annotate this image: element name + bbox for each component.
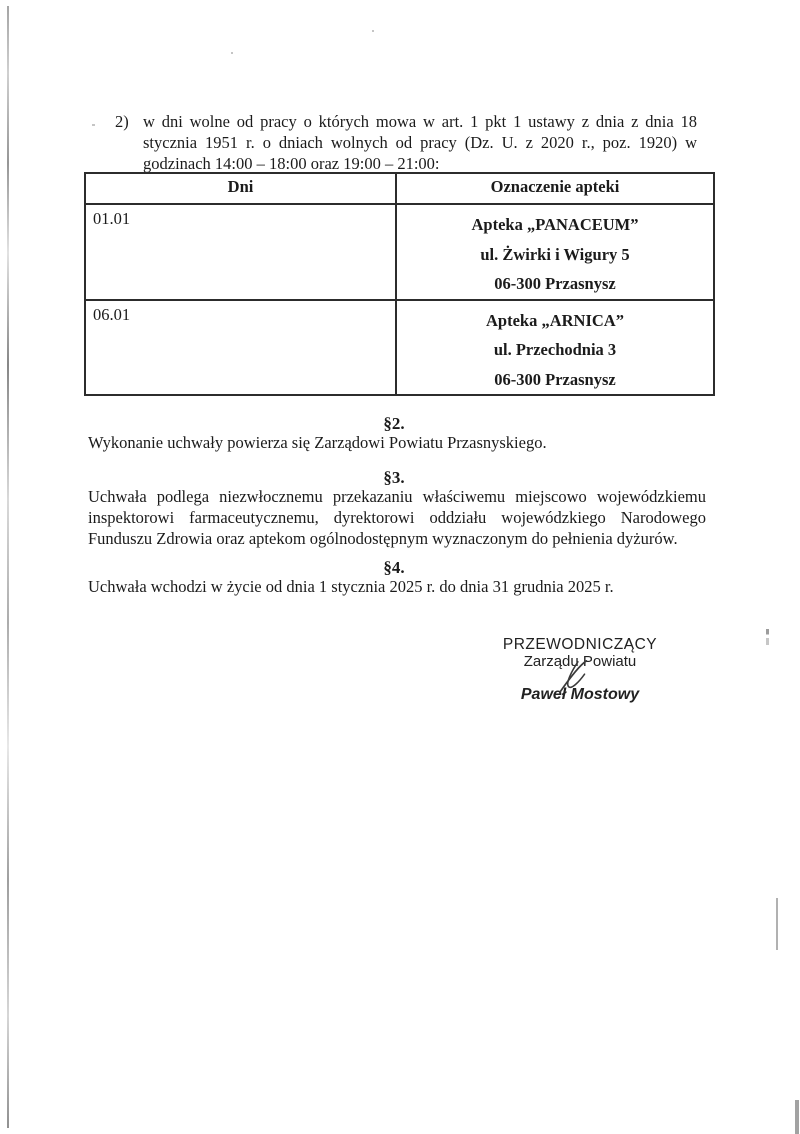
signer-name: Paweł Mostowy bbox=[520, 686, 640, 703]
section-body-3: Uchwała podlega niezwłocznemu przekazaniu właściwemu miejscowo wojewódzkiemu inspektorowi farmaceutycznemu, dyrektorowi oddziału wojewódzkiego Narodowego Funduszu Zdrowia oraz aptekom ogólnodostępnym wyznaczonym do pełnienia dyżurów. bbox=[88, 487, 706, 548]
pharmacy-street: ul. Żwirki i Wigury 5 bbox=[480, 244, 630, 264]
scan-artifact-right-dash bbox=[766, 629, 769, 645]
pharmacy-cell bbox=[396, 300, 714, 396]
table-row bbox=[85, 204, 714, 300]
intro-paragraph bbox=[115, 111, 697, 174]
scan-artifact-right-line bbox=[776, 898, 778, 950]
column-header-pharmacy: Oznaczenie apteki bbox=[396, 173, 714, 204]
signer-title-line1: PRZEWODNICZĄCY bbox=[502, 636, 658, 653]
list-marker: 2) bbox=[115, 112, 129, 131]
scan-speck bbox=[231, 52, 233, 54]
scan-speck bbox=[372, 30, 374, 32]
day-cell: 06.01 bbox=[85, 300, 396, 396]
section-heading-3: §3. bbox=[383, 468, 405, 487]
section-body-4: Uchwała wchodzi w życie od dnia 1 stycznia 2025 r. do dnia 31 grudnia 2025 r. bbox=[88, 577, 614, 596]
day-cell: 01.01 bbox=[85, 204, 396, 300]
table-header-row bbox=[85, 173, 714, 204]
pharmacy-name: Apteka „ARNICA” bbox=[486, 310, 624, 330]
section-heading-2: §2. bbox=[383, 414, 405, 433]
pharmacy-city: 06-300 Przasnysz bbox=[494, 369, 616, 389]
scan-speck bbox=[92, 124, 95, 126]
table-row bbox=[85, 300, 714, 396]
pharmacy-duty-table bbox=[84, 172, 715, 396]
column-header-days: Dni bbox=[85, 173, 396, 204]
signature-block bbox=[500, 636, 660, 704]
scan-artifact-corner-mark bbox=[795, 1100, 799, 1134]
pharmacy-city: 06-300 Przasnysz bbox=[494, 274, 616, 293]
section-body-2: Wykonanie uchwały powierza się Zarządowi Powiatu Przasnyskiego. bbox=[88, 433, 547, 452]
section-heading-4: §4. bbox=[383, 558, 405, 577]
intro-text: w dni wolne od pracy o których mowa w art. 1 pkt 1 ustawy z dnia z dnia 18 stycznia 1951 r. o dniach wolnych od pracy (Dz. U. z 2020 r., poz. 1920) w godzinach 14:00 – 18:00 oraz 19:00 – 21:00: bbox=[143, 112, 697, 173]
scan-artifact-left-line bbox=[7, 6, 9, 1128]
signer-title-line2: Zarządu Powiatu bbox=[523, 653, 637, 670]
pharmacy-cell bbox=[396, 204, 714, 300]
pharmacy-street: ul. Przechodnia 3 bbox=[493, 340, 617, 359]
handwritten-signature-icon bbox=[552, 658, 600, 696]
pharmacy-name: Apteka „PANACEUM” bbox=[471, 215, 639, 234]
